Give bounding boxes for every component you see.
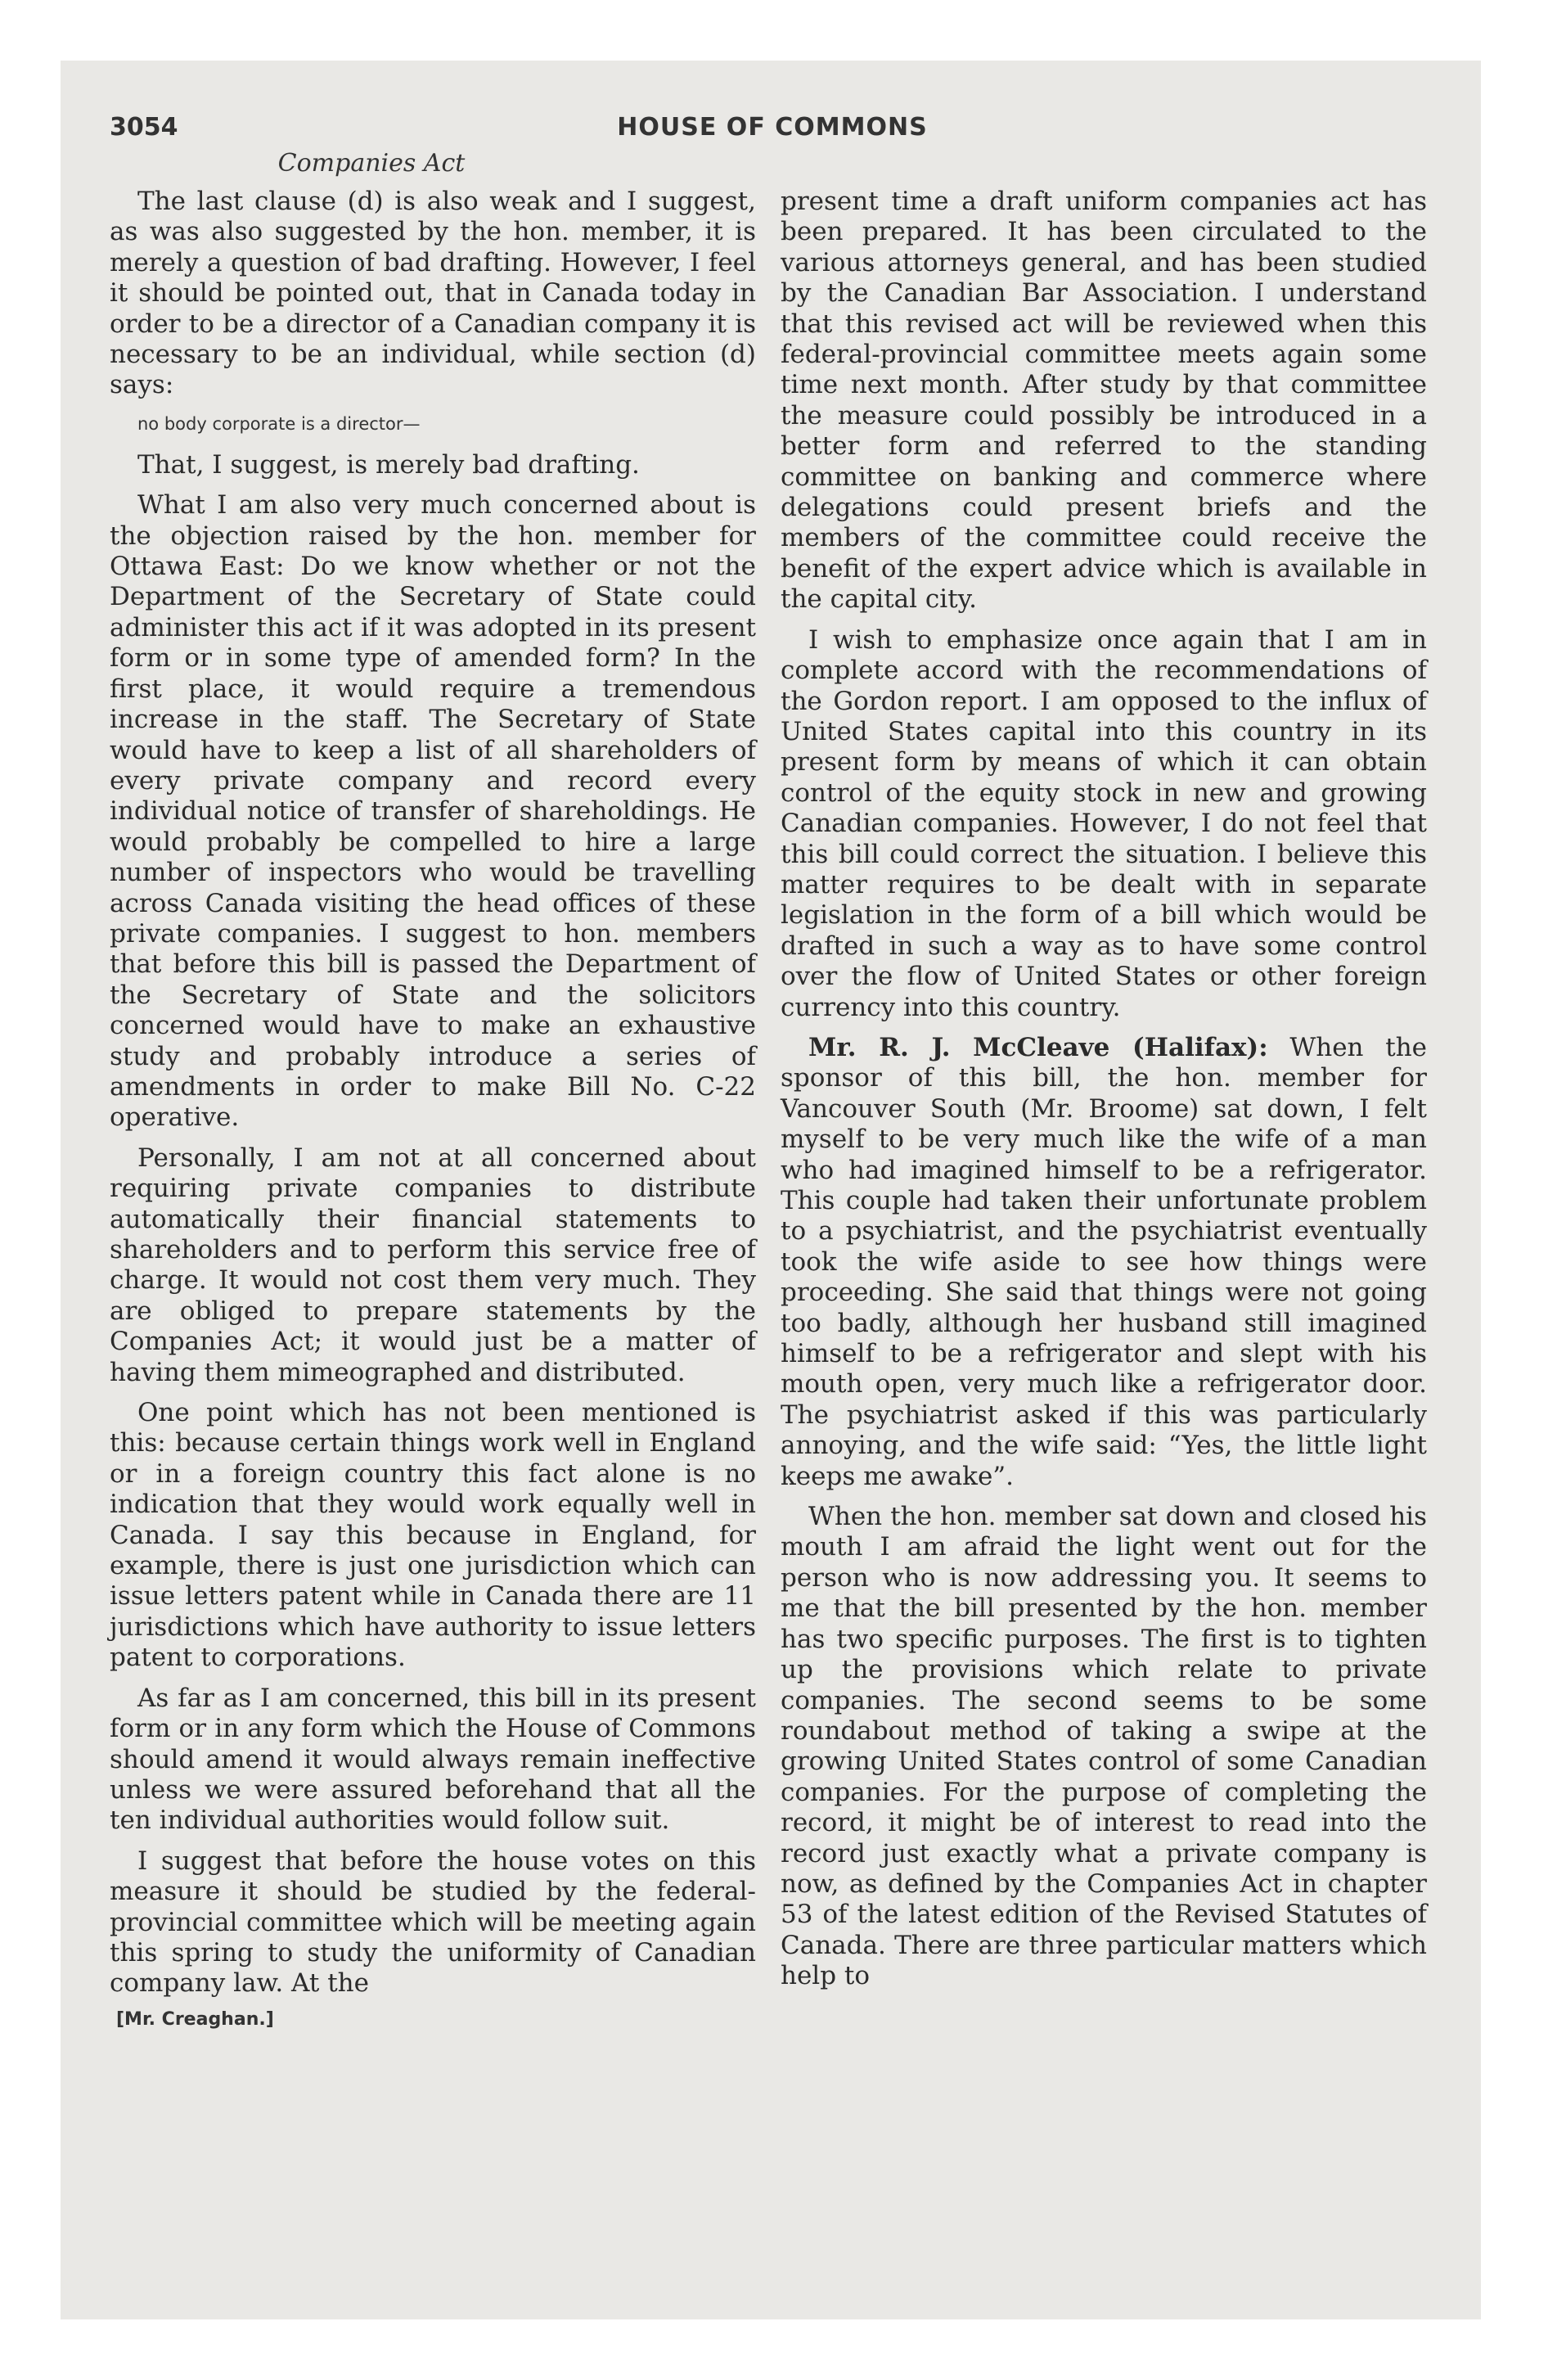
- subject-heading: Companies Act: [277, 149, 466, 178]
- paragraph: One point which has not been mentioned is this: because certain things work well in England or in a foreign country this fact alone is no indication that they would work equally well in Canada. I say this because in England, for example, there is just one jurisdiction which can issue letters patent while in Canada there are 11 jurisdictions which have authority to issue letters patent to corporations.: [110, 1398, 756, 1673]
- paragraph: That, I suggest, is merely bad drafting.: [137, 449, 640, 480]
- speech-paragraph: [781, 1033, 1427, 1492]
- page-header: [110, 106, 1435, 178]
- right-column: [781, 187, 1427, 2002]
- left-column: [110, 187, 756, 2030]
- paragraph: What I am also very much concerned about is the objection raised by the hon. member for Ottawa East: Do we know whether or not the Department of the Secretary of State could administer this act if it was adopted in its present form or in some type of amended form? In the first place, it would require a tremendous increase in the staff. The Secretary of State would have to keep a list of all shareholders of every private company and record every individual notice of transfer of shareholdings. He would probably be compelled to hire a large number of inspectors who would be travelling across Canada visiting the head offices of these private companies. I suggest to hon. members that before this bill is passed the Department of the Secretary of State and the solicitors concerned would have to make an exhaustive study and probably introduce a series of amendments in order to make Bill No. C-22 operative.: [110, 490, 756, 1133]
- paragraph-continued: present time a draft uniform companies act has been prepared. It has been circulated to the various attorneys general, and has been studied by the Canadian Bar Association. I understand that this revised act will be reviewed when this federal-provincial committee meets again some time next month. After study by that committee the measure could possibly be introduced in a better form and referred to the standing committee on banking and commerce where delegations could present briefs and the members of the committee could receive the benefit of the expert advice which is available in the capital city.: [781, 187, 1427, 615]
- paragraph: The last clause (d) is also weak and I suggest, as was also suggested by the hon. member, it is merely a question of bad drafting. However, I feel it should be pointed out, that in Canada today in order to be a director of a Canadian company it is necessary to be an individual, while section (d) says:: [110, 187, 756, 400]
- quoted-clause: no body corporate is a director—: [137, 413, 421, 434]
- hansard-page: [110, 106, 1435, 2030]
- speaker-name: Mr. R. J. McCleave (Halifax):: [808, 1032, 1268, 1062]
- paragraph: I wish to emphasize once again that I am in complete accord with the recommendations of the Gordon report. I am opposed to the influx of United States capital into this country in its present form by means of which it can obtain control of the equity stock in new and growing Canadian companies. However, I do not feel that this bill could correct the situation. I believe this matter requires to be dealt with in separate legislation in the form of a bill which would be drafted in such a way as to have some control over the flow of United States or other foreign currency into this country.: [781, 624, 1427, 1022]
- paragraph: I suggest that before the house votes on this measure it should be studied by the federal-provincial committee which will be meeting again this spring to study the uniformity of Canadian company law. At the: [110, 1846, 756, 1999]
- paragraph: Personally, I am not at all concerned about requiring private companies to distribute automatically their financial statements to shareholders and to perform this service free of charge. It would not cost them very much. They are obliged to prepare statements by the Companies Act; it would just be a matter of having them mimeographed and distributed.: [110, 1143, 756, 1387]
- speech-text: When the sponsor of this bill, the hon. member for Vancouver South (Mr. Broome) sat down, I felt myself to be very much like the wife of a man who had imagined himself to be a refrigerator. This couple had taken their unfortunate problem to a psychiatrist, and the psychiatrist eventually took the wife aside to see how things were proceeding. She said that things were not going too badly, although her husband still imagined himself to be a refrigerator and slept with his mouth open, very much like a refrigerator door. The psychiatrist asked if this was particularly annoying, and the wife said: “Yes, the little light keeps me awake”.: [781, 1032, 1428, 1491]
- speaker-footer: [Mr. Creaghan.]: [116, 2008, 274, 2030]
- paragraph: When the hon. member sat down and closed his mouth I am afraid the light went out for the person who is now addressing you. It seems to me that the bill presented by the hon. member has two specific purposes. The first is to tighten up the provisions which relate to private companies. The second seems to be some roundabout method of taking a swipe at the growing United States control of some Canadian companies. For the purpose of completing the record, it might be of interest to read into the record just exactly what a private company is now, as defined by the Companies Act in chapter 53 of the latest edition of the Revised Statutes of Canada. There are three particular matters which help to: [781, 1502, 1427, 1991]
- page-number: 3054: [110, 113, 178, 142]
- running-head: HOUSE OF COMMONS: [617, 113, 928, 142]
- paragraph: As far as I am concerned, this bill in its present form or in any form which the House of Commons should amend it would always remain ineffective unless we were assured beforehand that all the ten individual authorities would follow suit.: [110, 1683, 756, 1836]
